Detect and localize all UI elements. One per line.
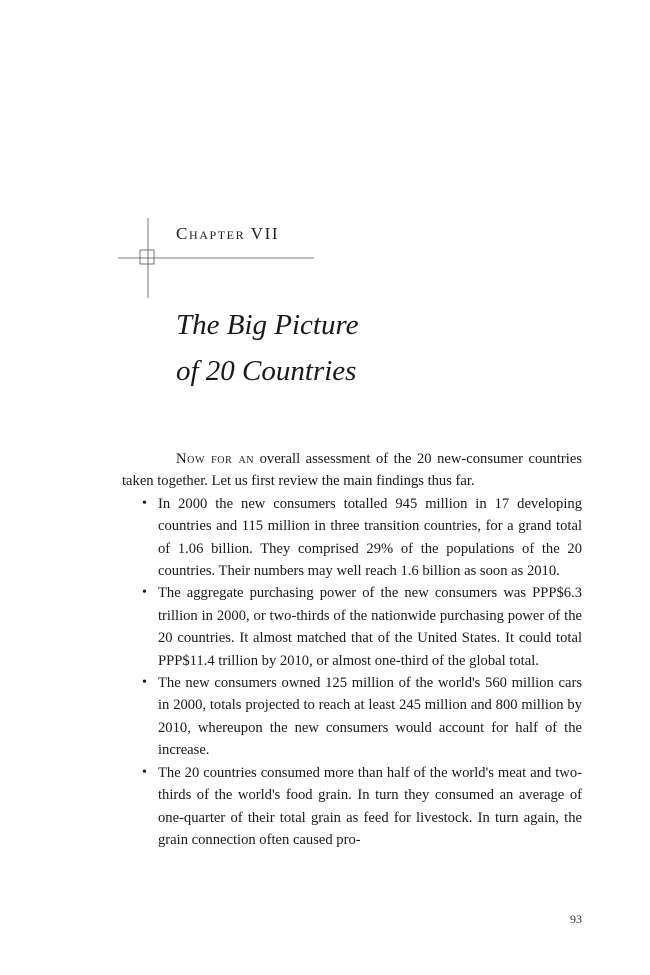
chapter-title — [176, 302, 359, 394]
bullet-icon: • — [142, 764, 147, 780]
intro-text: overall assessment of the 20 new-consumer countries taken together. Let us first review the main findings thus far. — [122, 451, 582, 490]
chapter-title-line-1: The Big Picture — [176, 309, 359, 341]
bullet-icon: • — [142, 585, 147, 601]
list-item — [122, 672, 582, 762]
finding-text: The new consumers owned 125 million of the world's 560 million cars in 2000, totals projected to reach at least 245 million and 800 million by 2010, whereupon the new consumers would account for half of the increase. — [158, 675, 582, 759]
finding-text: The 20 countries consumed more than half of the world's meat and two-thirds of the world's food grain. In turn they consumed an average of one-quarter of their total grain as feed for livestock. In turn again, the grain connection often caused pro- — [158, 764, 582, 848]
bullet-icon: • — [142, 495, 147, 511]
chapter-title-line-2: of 20 Countries — [176, 355, 357, 387]
chapter-label: Chapter VII — [176, 224, 280, 243]
finding-text: In 2000 the new consumers totalled 945 million in 17 developing countries and 115 million in three transition countries, for a grand total of 1.06 billion. They comprised 29% of the populations of the 20 countries. Their numbers may well reach 1.6 billion as soon as 2010. — [158, 495, 582, 580]
findings-list — [122, 493, 582, 852]
bullet-icon: • — [142, 675, 147, 691]
finding-text: The aggregate purchasing power of the new consumers was PPP$6.3 trillion in 2000, or two-thirds of the nationwide purchasing power of the 20 countries. It almost matched that of the United States. It could total PPP$11.4 trillion by 2010, or almost one-third of the global total. — [158, 585, 582, 669]
body-text — [122, 448, 582, 851]
page-number: 93 — [570, 912, 582, 926]
intro-paragraph — [122, 448, 582, 493]
list-item — [122, 762, 582, 852]
list-item — [122, 493, 582, 583]
list-item — [122, 582, 582, 672]
intro-lead: Now for an — [176, 451, 255, 467]
